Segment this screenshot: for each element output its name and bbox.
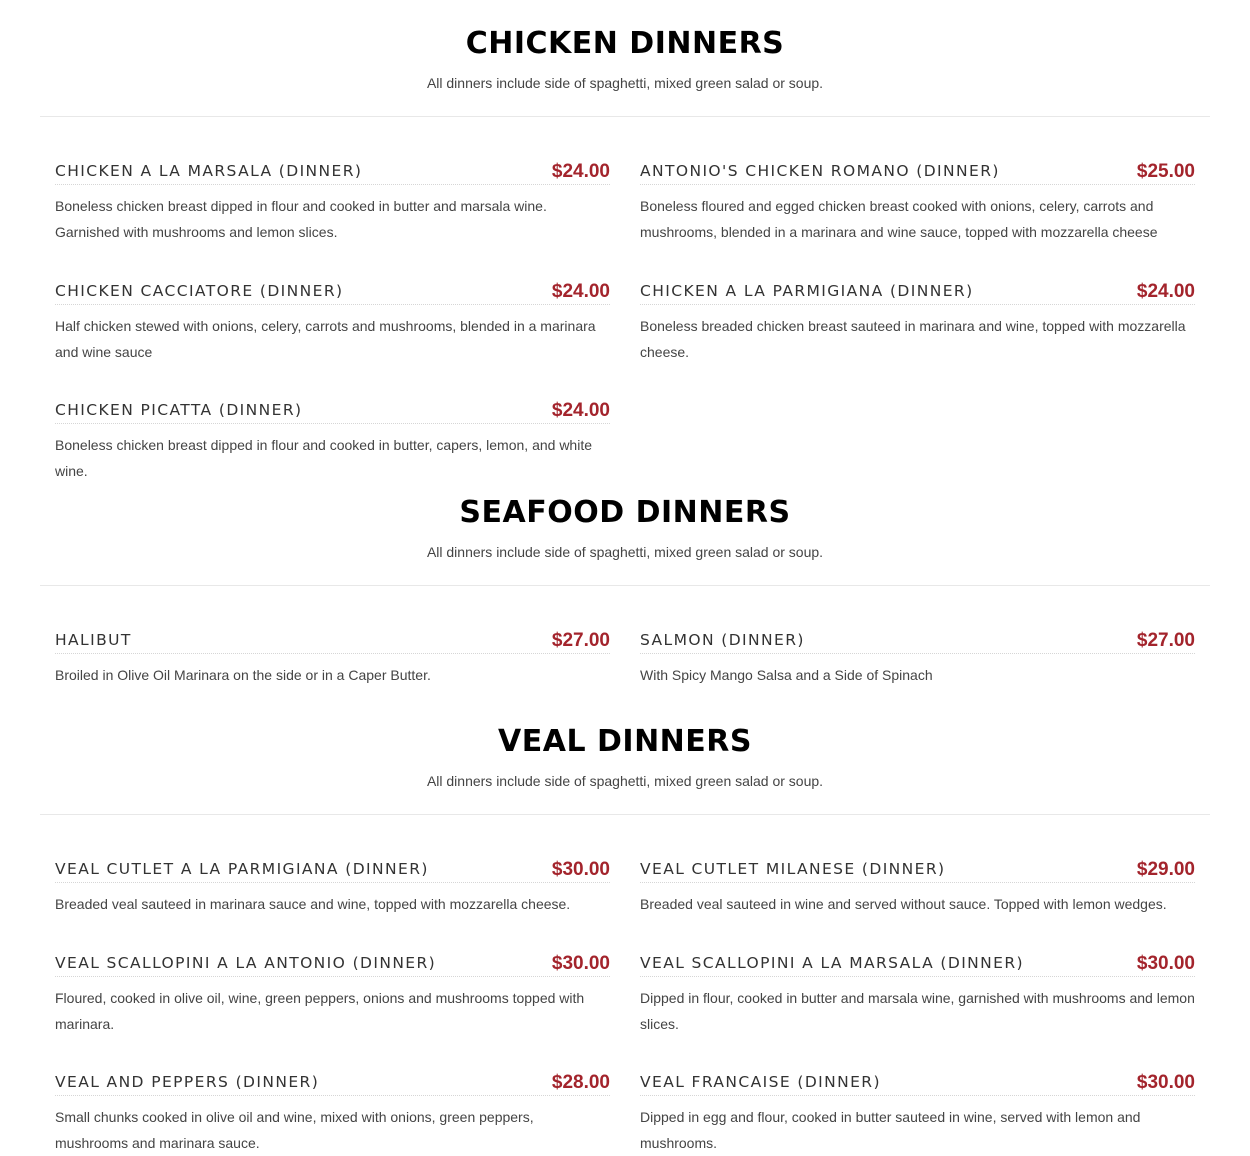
section-subtitle: All dinners include side of spaghetti, mixed green salad or soup.: [426, 75, 824, 91]
menu-item-description: Half chicken stewed with onions, celery, carrots and mushrooms, blended in a marinara and wine sauce: [55, 318, 596, 360]
menu-item-name: CHICKEN PICATTA (DINNER): [55, 401, 303, 419]
menu-item-price: $30.00: [1136, 953, 1195, 974]
dotted-divider: [640, 882, 1195, 883]
menu-item-name: SALMON (DINNER): [640, 631, 805, 649]
menu-item-price: $27.00: [551, 630, 610, 651]
menu-item-description: Floured, cooked in olive oil, wine, green peppers, onions and mushrooms topped with marinara.: [55, 990, 585, 1032]
dotted-divider: [640, 304, 1195, 305]
menu-item-description: Boneless chicken breast dipped in flour and cooked in butter and marsala wine. Garnished with mushrooms and lemon slices.: [55, 198, 547, 240]
dotted-divider: [55, 304, 610, 305]
menu-item[interactable]: [55, 629, 610, 688]
menu-item[interactable]: [640, 952, 1195, 1037]
menu-item[interactable]: [640, 1071, 1195, 1156]
menu-item-price: $30.00: [1136, 1072, 1195, 1093]
dotted-divider: [55, 882, 610, 883]
dotted-divider: [55, 1095, 610, 1096]
dotted-divider: [640, 653, 1195, 654]
menu-item-description: Dipped in flour, cooked in butter and marsala wine, garnished with mushrooms and lemon slices.: [640, 990, 1195, 1032]
dotted-divider: [55, 976, 610, 977]
section-title: CHICKEN DINNERS: [465, 26, 785, 61]
menu-item-description: Small chunks cooked in olive oil and wine, mixed with onions, green peppers, mushrooms and marinara sauce.: [55, 1109, 534, 1151]
menu-item-description: Breaded veal sauteed in wine and served without sauce. Topped with lemon wedges.: [640, 896, 1167, 912]
menu-item-price: $24.00: [1136, 281, 1195, 302]
menu-item-description: Boneless breaded chicken breast sauteed in marinara and wine, topped with mozzarella cheese.: [640, 318, 1186, 360]
menu-item-name: VEAL SCALLOPINI A LA ANTONIO (DINNER): [55, 954, 437, 972]
menu-item-price: $30.00: [551, 953, 610, 974]
section-divider: [40, 814, 1210, 815]
dotted-divider: [55, 184, 610, 185]
menu-item-description: With Spicy Mango Salsa and a Side of Spinach: [640, 667, 933, 683]
menu-item-price: $24.00: [551, 400, 610, 421]
menu-item[interactable]: [55, 399, 610, 484]
menu-item[interactable]: [55, 1071, 610, 1156]
menu-item[interactable]: [640, 629, 1195, 688]
menu-item-name: ANTONIO'S CHICKEN ROMANO (DINNER): [640, 162, 1000, 180]
menu-item-name: VEAL FRANCAISE (DINNER): [640, 1073, 881, 1091]
menu-item-name: HALIBUT: [55, 631, 132, 649]
menu-item[interactable]: [640, 858, 1195, 917]
section-subtitle: All dinners include side of spaghetti, mixed green salad or soup.: [426, 773, 824, 789]
section-subtitle: All dinners include side of spaghetti, mixed green salad or soup.: [426, 544, 824, 560]
menu-item-price: $28.00: [551, 1072, 610, 1093]
menu-item-name: VEAL AND PEPPERS (DINNER): [55, 1073, 320, 1091]
menu-item-price: $25.00: [1136, 161, 1195, 182]
dotted-divider: [640, 184, 1195, 185]
menu-item[interactable]: [55, 160, 610, 245]
dotted-divider: [640, 1095, 1195, 1096]
section-title: VEAL DINNERS: [498, 724, 752, 759]
dotted-divider: [55, 423, 610, 424]
menu-item-price: $24.00: [551, 161, 610, 182]
menu-item[interactable]: [640, 160, 1195, 245]
menu-item-description: Dipped in egg and flour, cooked in butter sauteed in wine, served with lemon and mushrooms.: [640, 1109, 1141, 1151]
menu-item-price: $29.00: [1136, 859, 1195, 880]
menu-item-name: VEAL CUTLET A LA PARMIGIANA (DINNER): [55, 860, 429, 878]
section-title: SEAFOOD DINNERS: [459, 495, 791, 530]
menu-item-name: CHICKEN A LA MARSALA (DINNER): [55, 162, 363, 180]
menu-item-price: $27.00: [1136, 630, 1195, 651]
menu-item-description: Boneless chicken breast dipped in flour and cooked in butter, capers, lemon, and white wine.: [55, 437, 592, 479]
section-divider: [40, 116, 1210, 117]
menu-item[interactable]: [55, 952, 610, 1037]
menu-item[interactable]: [55, 280, 610, 365]
menu-item-price: $30.00: [551, 859, 610, 880]
menu-item-description: Broiled in Olive Oil Marinara on the side or in a Caper Butter.: [55, 667, 431, 683]
menu-item-name: CHICKEN CACCIATORE (DINNER): [55, 282, 344, 300]
menu-item-price: $24.00: [551, 281, 610, 302]
menu-item-name: VEAL CUTLET MILANESE (DINNER): [640, 860, 946, 878]
menu-item-name: CHICKEN A LA PARMIGIANA (DINNER): [640, 282, 974, 300]
menu-item-description: Breaded veal sauteed in marinara sauce and wine, topped with mozzarella cheese.: [55, 896, 571, 912]
menu-item[interactable]: [640, 280, 1195, 365]
menu-item[interactable]: [55, 858, 610, 917]
dotted-divider: [55, 653, 610, 654]
dotted-divider: [640, 976, 1195, 977]
menu-item-name: VEAL SCALLOPINI A LA MARSALA (DINNER): [640, 954, 1024, 972]
section-divider: [40, 585, 1210, 586]
menu-item-description: Boneless floured and egged chicken breast cooked with onions, celery, carrots and mushrooms, blended in a marinara and wine sauce, topped with mozzarella cheese: [640, 198, 1158, 240]
